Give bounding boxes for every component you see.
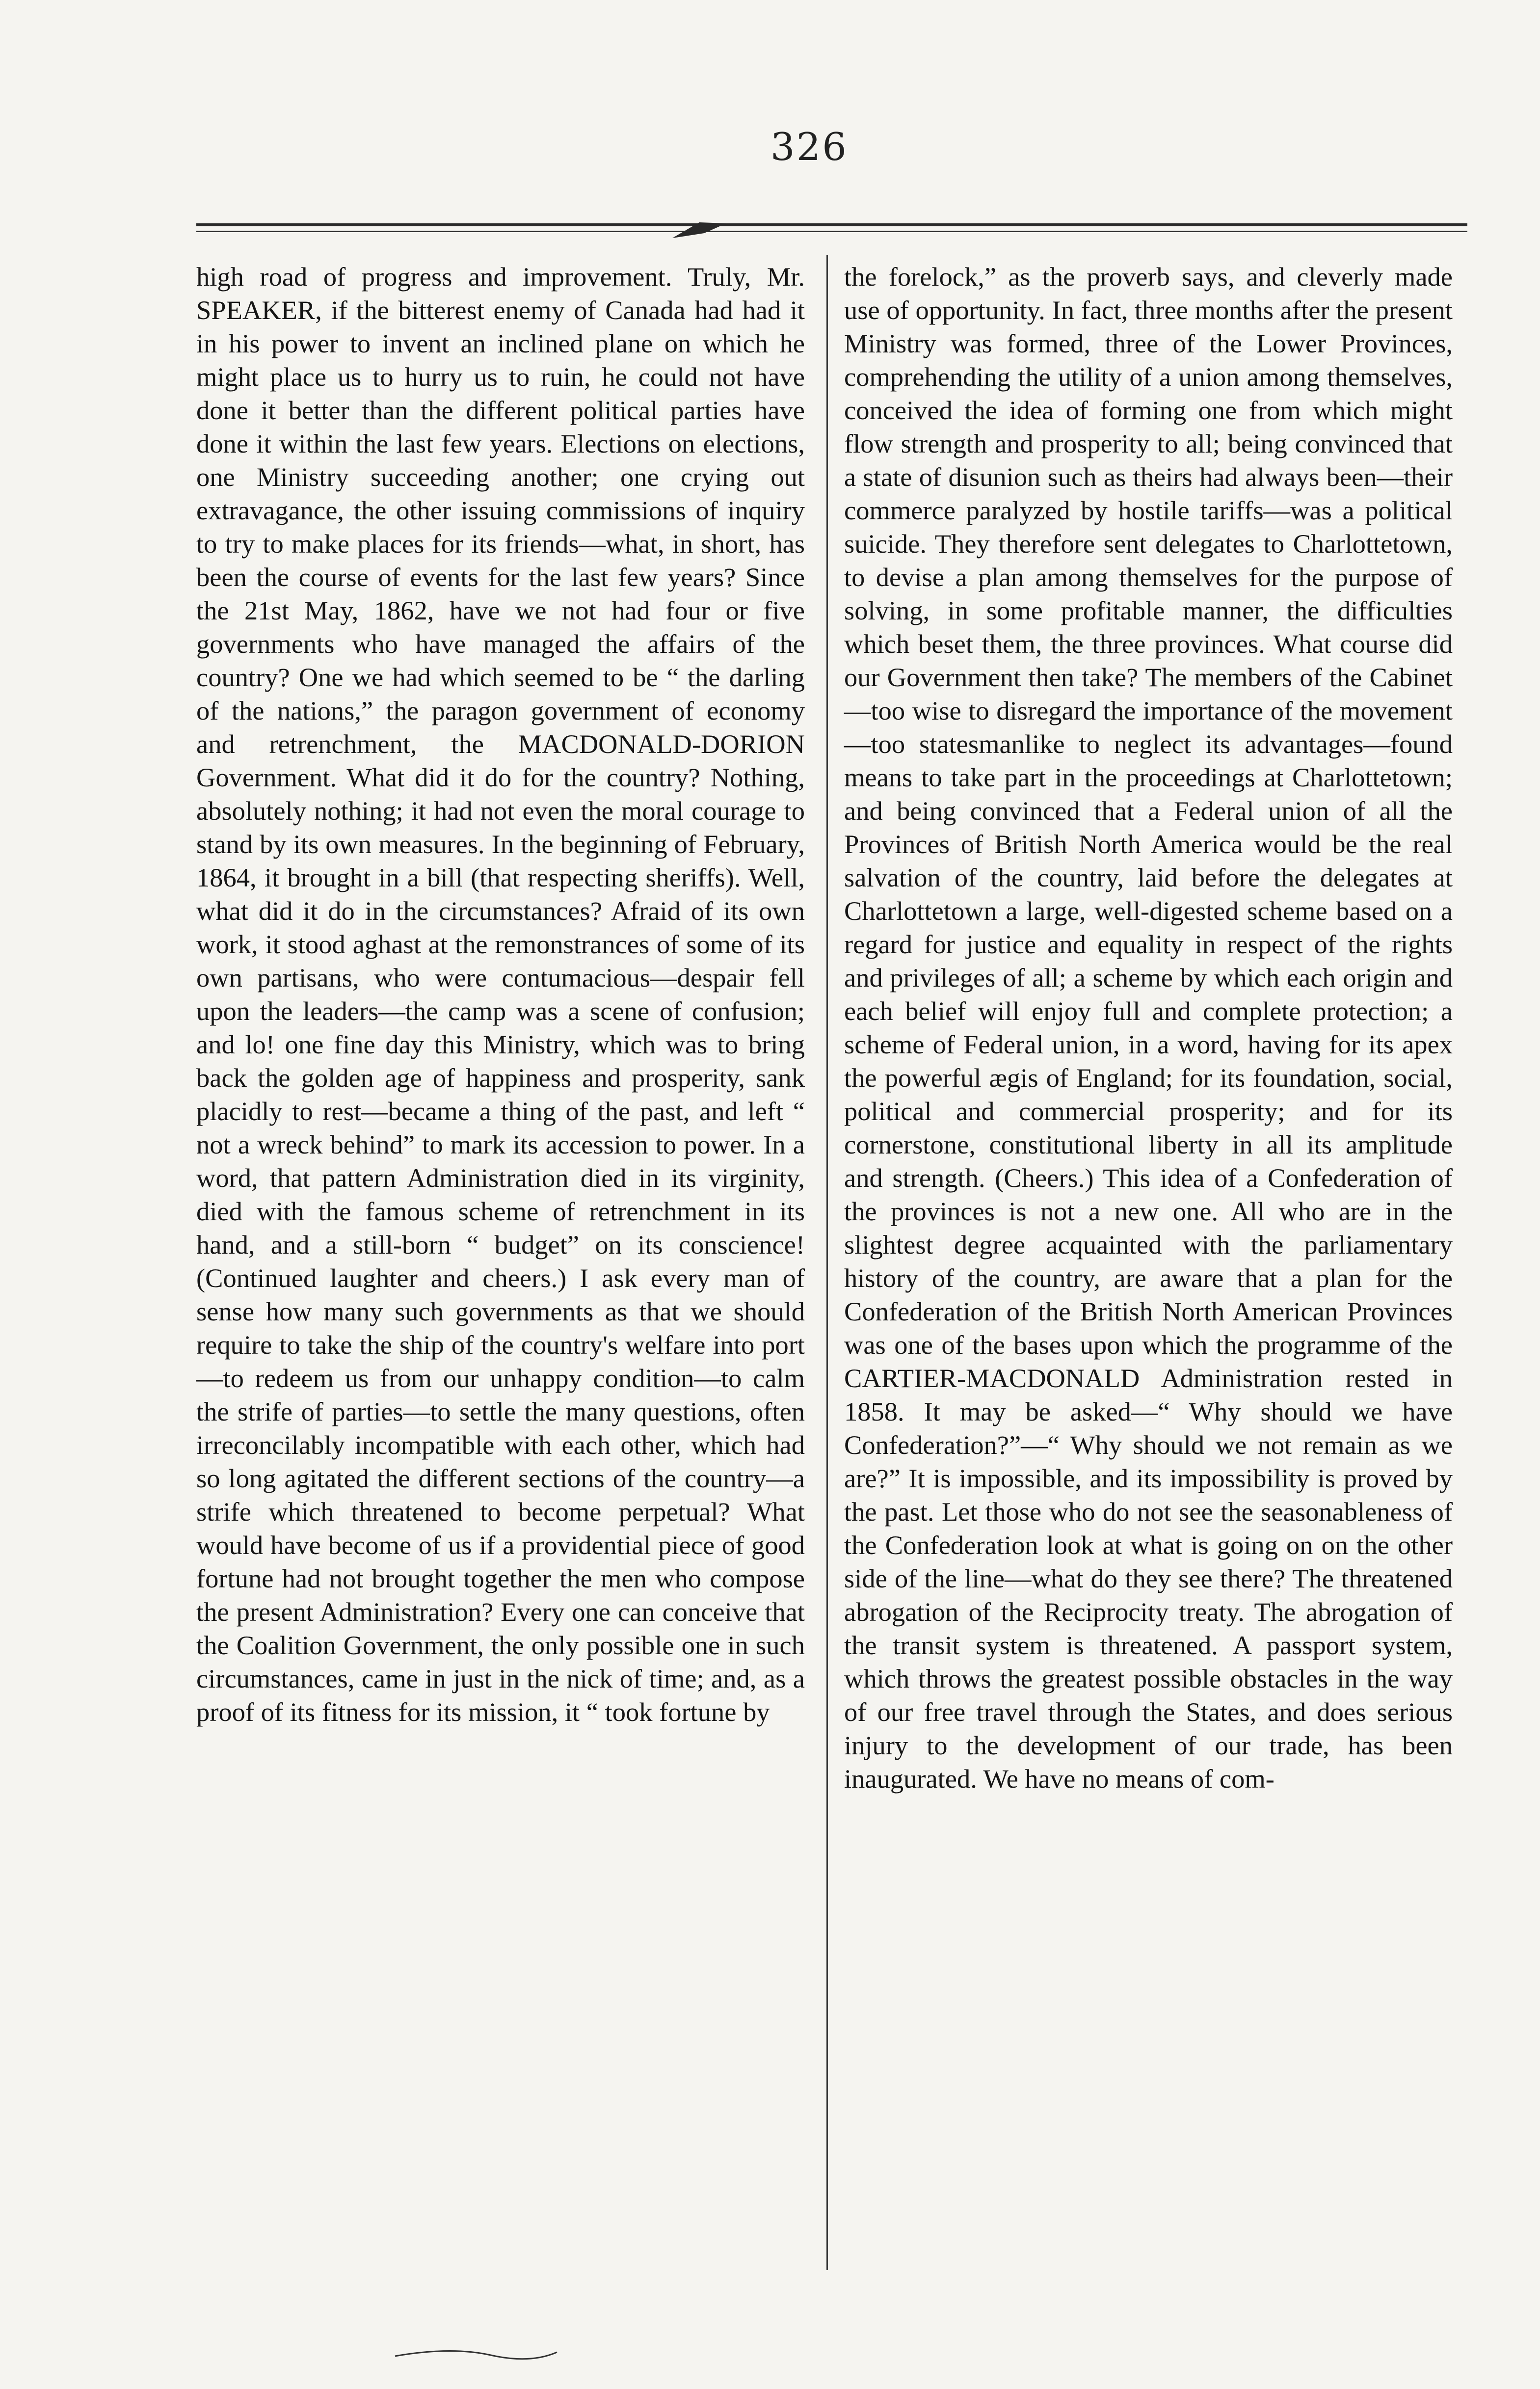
column-divider	[826, 255, 828, 2270]
header-rule-thin	[196, 231, 1467, 232]
page-number: 326	[770, 125, 848, 169]
header-rule-thick	[196, 223, 1467, 226]
stray-mark-icon	[393, 2341, 559, 2371]
left-column	[196, 260, 805, 1729]
right-column-text: the forelock,” as the proverb says, and cleverly made use of opportunity. In fact, three months after the present Ministry was formed, three of the Lower Provinces, comprehending the utility of a union among themselves, conceived the idea of forming one from which might flow strength and prosperity to all; being convinced that a state of disunion such as theirs had always been—their commerce paralyzed by hostile tariffs—was a political suicide. They therefore sent delegates to Charlottetown, to devise a plan among themselves for the purpose of solving, in some profitable manner, the difficulties which beset them, the three provinces. What course did our Government then take? The members of the Cabinet—too wise to disregard the importance of the movement—too statesmanlike to neglect its advantages—found means to take part in the proceedings at Charlottetown; and being convinced that a Federal union of all the Provinces of British North America would be the real salvation of the country, laid before the delegates at Charlottetown a large, well-digested scheme based on a regard for justice and equality in respect of the rights and privileges of all; a scheme by which each origin and each belief will enjoy full and complete protection; a scheme of Federal union, in a word, having for its apex the powerful ægis of England; for its foundation, social, political and commercial prosperity; and for its cornerstone, constitutional liberty in all its amplitude and strength. (Cheers.) This idea of a Confederation of the provinces is not a new one. All who are in the slightest degree acquainted with the parliamentary history of the country, are aware that a plan for the Confederation of the British North American Provinces was one of the bases upon which the programme of the CARTIER-MACDONALD Administration rested in 1858. It may be asked—“ Why should we have Confederation?”—“ Why should we not remain as we are?” It is impossible, and its impossibility is proved by the past. Let those who do not see the seasonableness of the Confederation look at what is going on on the other side of the line—what do they see there? The threatened abrogation of the Reciprocity treaty. The abrogation of the transit system is threatened. A passport system, which throws the greatest possible obstacles in the way of our free travel through the States, and does serious injury to the development of our trade, has been inaugurated. We have no means of com-	[844, 262, 1453, 1794]
left-column-text: high road of progress and improvement. Truly, Mr. SPEAKER, if the bitterest enemy of Canada had had it in his power to invent an inclined plane on which he might place us to hurry us to ruin, he could not have done it better than the different political parties have done it within the last few years. Elections on elections, one Ministry succeeding another; one crying out extravagance, the other issuing commissions of inquiry to try to make places for its friends—what, in short, has been the course of events for the last few years? Since the 21st May, 1862, have we not had four or five governments who have managed the affairs of the country? One we had which seemed to be “ the darling of the nations,” the paragon government of economy and retrenchment, the MACDONALD-DORION Government. What did it do for the country? Nothing, absolutely nothing; it had not even the moral courage to stand by its own measures. In the beginning of February, 1864, it brought in a bill (that respecting sheriffs). Well, what did it do in the circumstances? Afraid of its own work, it stood aghast at the remonstrances of some of its own partisans, who were contumacious—despair fell upon the leaders—the camp was a scene of confusion; and lo! one fine day this Ministry, which was to bring back the golden age of happiness and prosperity, sank placidly to rest—became a thing of the past, and left “ not a wreck behind” to mark its accession to power. In a word, that pattern Administration died in its virginity, died with the famous scheme of retrenchment in its hand, and a still-born “ budget” on its conscience! (Continued laughter and cheers.) I ask every man of sense how many such governments as that we should require to take the ship of the country's welfare into port—to redeem us from our unhappy condition—to calm the strife of parties—to settle the many questions, often irreconcilably incompatible with each other, which had so long agitated the different sections of the country—a strife which threatened to become perpetual? What would have become of us if a providential piece of good fortune had not brought together the men who compose the present Administration? Every one can conceive that the Coalition Government, the only possible one in such circumstances, came in just in the nick of time; and, as a proof of its fitness for its mission, it “ took fortune by	[196, 262, 805, 1727]
ornament-icon	[670, 218, 729, 243]
right-column	[844, 260, 1453, 1796]
